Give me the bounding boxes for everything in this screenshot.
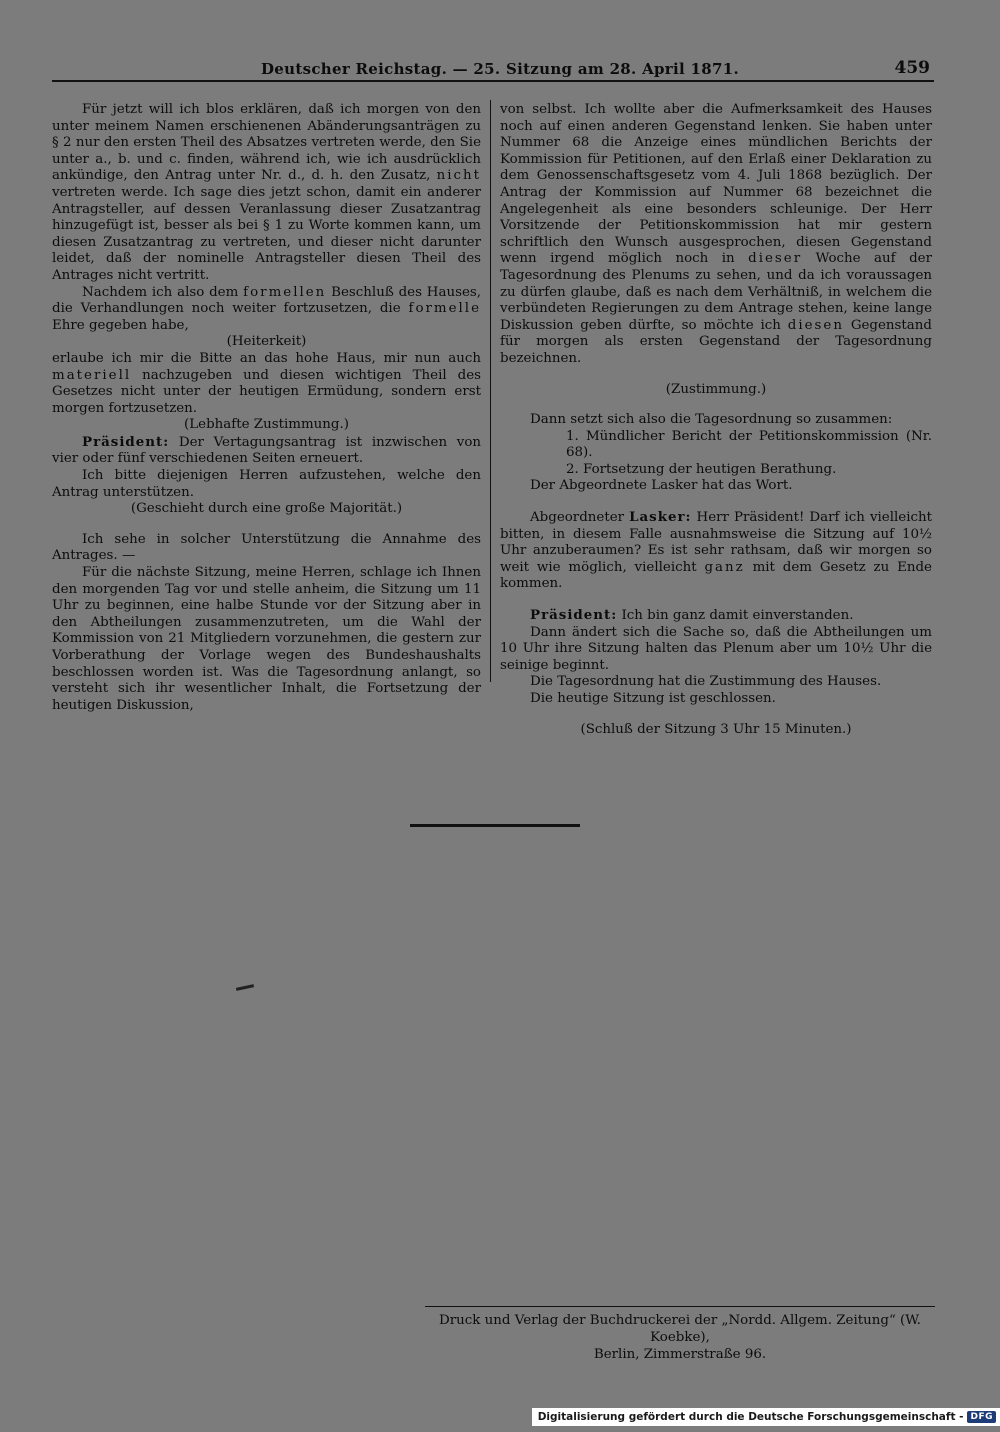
page-number: 459	[894, 58, 930, 78]
list-item: 1. Mündlicher Bericht der Petitionskommission (Nr. 68).	[566, 428, 932, 461]
left-column	[52, 102, 481, 714]
paragraph: Präsident: Der Vertagungsantrag ist inzwischen von vier oder fünf verschiedenen Seiten erneuert.	[52, 433, 482, 467]
list-item: 2. Fortsetzung der heutigen Berathung.	[566, 461, 837, 477]
section-end-rule	[410, 824, 580, 827]
aside-zustimmung: (Zustimmung.)	[665, 381, 767, 397]
paragraph: Ich sehe in solcher Unterstützung die Annahme des Antrages. —	[52, 531, 481, 564]
column-divider	[490, 100, 491, 682]
paragraph: Abgeordneter Lasker: Herr Präsident! Darf ich vielleicht bitten, in diesem Falle ausnahmsweise die Sitzung auf 10½ Uhr anzuberaumen? Es ist sehr rathsam, daß wir morgen so weit wie möglich, vielleicht ganz mit dem Gesetz zu Ende kommen.	[500, 509, 932, 592]
header-rule	[52, 80, 934, 82]
dfg-logo-icon: DFG	[967, 1411, 996, 1423]
speaker-label: Präsident:	[82, 433, 170, 450]
imprint-line: Druck und Verlag der Buchdruckerei der „Nordd. Allgem. Zeitung“ (W. Koebke),	[439, 1313, 921, 1345]
funding-footer	[532, 1408, 1000, 1426]
paragraph: Für jetzt will ich blos erklären, daß ich morgen von den unter meinem Namen erschienenen Abänderungsanträgen zu § 2 nur den ersten Theil des Absatzes vertreten werde, den Sie unter a., b. und c. finden, während ich, wie ich ausdrücklich ankündige, den Antrag unter Nr. d., d. h. den Zusatz, nicht vertreten werde. Ich sage dies jetzt schon, damit ein anderer Antragsteller, auf dessen Veranlassung dieser Zusatzantrag hinzugefügt ist, besser als bei § 1 zu Worte kommen kann, um diesen Zusatzantrag zu vertreten, und dieser nicht darunter leidet, daß der nominelle Antragsteller diesen Theil des Antrages nicht vertritt.	[52, 102, 481, 283]
paragraph: Die heutige Sitzung ist geschlossen.	[530, 691, 776, 706]
aside-majoritaet: (Geschieht durch eine große Majorität.)	[130, 501, 403, 517]
scan-speck	[236, 984, 254, 991]
paragraph: erlaube ich mir die Bitte an das hohe Haus, mir nun auch materiell nachzugeben und diesen wichtigen Theil des Gesetzes nicht unter der heutigen Ermüdung, sondern erst morgen fortzusetzen.	[52, 350, 481, 416]
paragraph: Ich bitte diejenigen Herren aufzustehen, welche den Antrag unterstützen.	[52, 468, 481, 500]
aside-zustimmung: (Lebhafte Zustimmung.)	[184, 417, 349, 433]
imprint	[425, 1312, 935, 1363]
imprint-line: Berlin, Zimmerstraße 96.	[593, 1347, 767, 1362]
paragraph: Präsident: Ich bin ganz damit einverstanden.	[530, 607, 854, 624]
speaker-label: Lasker:	[629, 509, 692, 526]
paragraph: Dann ändert sich die Sache so, daß die Abtheilungen um 10 Uhr ihre Sitzung halten das Plenum aber um 10½ Uhr die seinige beginnt.	[500, 624, 932, 673]
running-title: Deutscher Reichstag. — 25. Sitzung am 28. April 1871.	[261, 60, 739, 78]
imprint-rule	[425, 1306, 935, 1307]
funding-note: Digitalisierung gefördert durch die Deutsche Forschungsgemeinschaft -	[537, 1411, 964, 1423]
right-column	[500, 102, 932, 738]
paragraph: Der Abgeordnete Lasker hat das Wort.	[530, 478, 793, 494]
paragraph: Nachdem ich also dem formellen Beschluß des Hauses, die Verhandlungen noch weiter fortzusetzen, die formelle Ehre gegeben habe,	[52, 284, 482, 333]
aside-heiterkeit: (Heiterkeit)	[226, 334, 307, 350]
paragraph: Die Tagesordnung hat die Zustimmung des Hauses.	[530, 674, 882, 690]
speaker-label: Präsident:	[530, 607, 618, 624]
closing-note: (Schluß der Sitzung 3 Uhr 15 Minuten.)	[580, 721, 852, 737]
paragraph: von selbst. Ich wollte aber die Aufmerksamkeit des Hauses noch auf einen anderen Gegenstand lenken. Sie haben unter Nummer 68 die Anzeige eines mündlichen Berichts der Kommission für Petitionen, auf den Erlaß einer Deklaration zu dem Genossenschaftsgesetz vom 4. Juli 1868 bezüglich. Der Antrag der Kommission auf Nummer 68 bezeichnet die Angelegenheit als eine besonders schleunige. Der Herr Vorsitzende der Petitionskommission hat mir gestern schriftlich den Wunsch ausgesprochen, diesen Gegenstand wenn irgend möglich noch in dieser Woche auf der Tagesordnung des Plenums zu sehen, und da ich voraussagen zu dürfen glaube, daß es nach dem Verhältniß, in welchem die verbündeten Regierungen zu dem Antrage stehen, keine lange Diskussion geben dürfte, so möchte ich diesen Gegenstand für morgen als ersten Gegenstand der Tagesordnung bezeichnen.	[500, 102, 932, 366]
paragraph: Dann setzt sich also die Tagesordnung so zusammen:	[530, 412, 893, 428]
paragraph: Für die nächste Sitzung, meine Herren, schlage ich Ihnen den morgenden Tag vor und stelle anheim, die Sitzung um 11 Uhr zu beginnen, eine halbe Stunde vor der Sitzung aber in den Abtheilungen zusammenzutreten, um die Wahl der Kommission von 21 Mitgliedern vorzunehmen, die gestern zur Vorberathung der Vorlage wegen des Bundeshaushalts beschlossen worden ist. Was die Tagesordnung anlangt, so versteht sich ihr wesentlicher Inhalt, die Fortsetzung der heutigen Diskussion,	[52, 565, 481, 713]
